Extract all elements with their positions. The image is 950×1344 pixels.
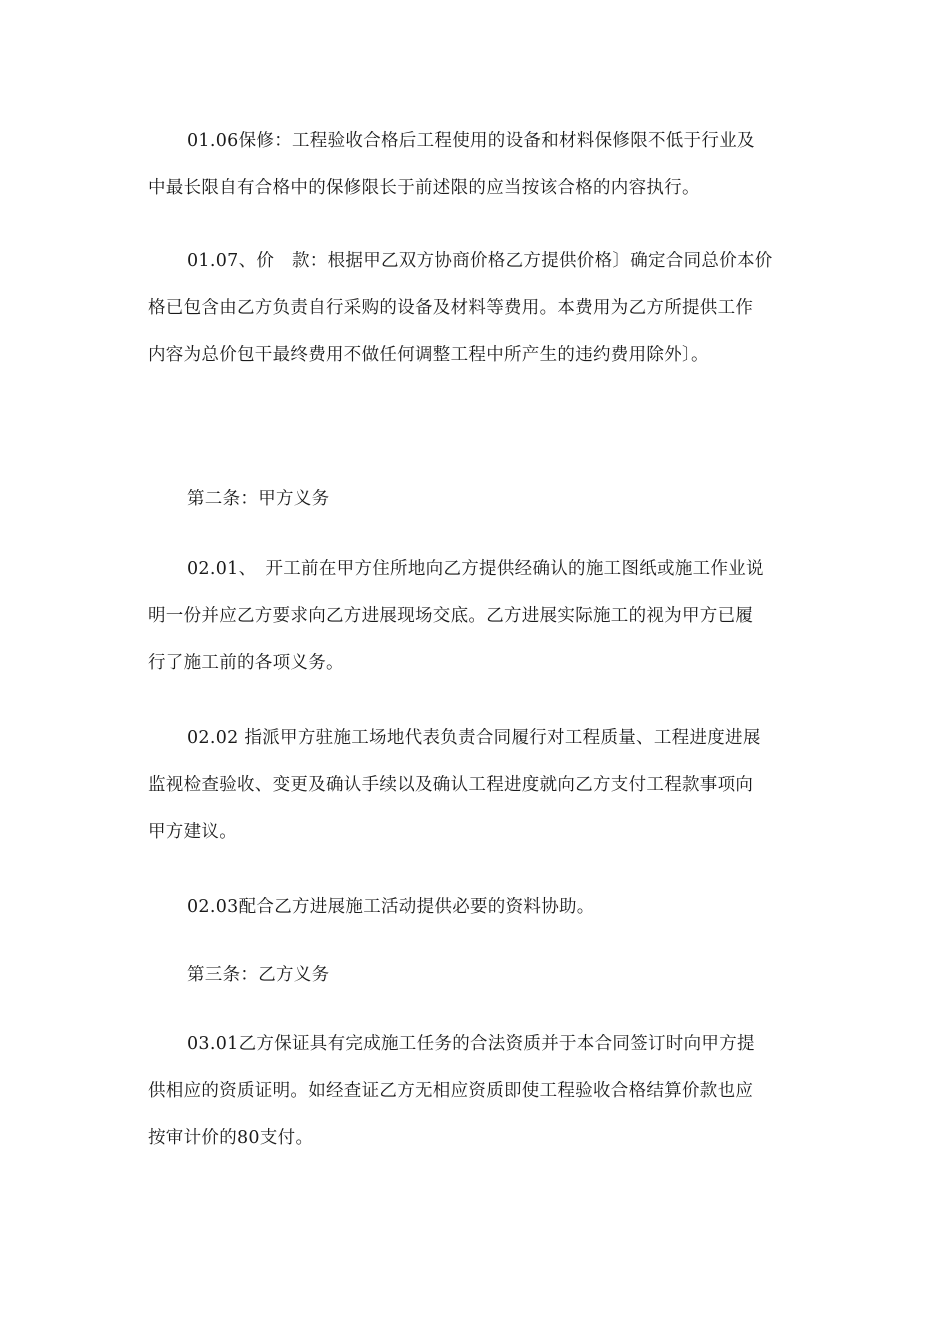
text-line: 03.01乙方保证具有完成施工任务的合法资质并于本合同签订时向甲方提: [187, 1034, 755, 1054]
clause-01-07: [148, 238, 808, 379]
clause-02-01: [148, 546, 808, 687]
text-line: 供相应的资质证明。如经查证乙方无相应资质即使工程验收合格结算价款也应: [148, 1081, 754, 1101]
article-2-heading: 第二条：甲方义务: [187, 489, 330, 509]
text-line: 行了施工前的各项义务。: [148, 653, 344, 673]
text-line: 内容为总价包干最终费用不做任何调整工程中所产生的违约费用除外〕。: [148, 345, 709, 365]
text-line: 01.07、价 款：根据甲乙双方协商价格乙方提供价格〕确定合同总价本价: [187, 251, 773, 271]
text-line: 02.02 指派甲方驻施工场地代表负责合同履行对工程质量、工程进度进展: [187, 728, 761, 748]
clause-03-01: [148, 1021, 808, 1162]
text-line: 甲方建议。: [148, 822, 237, 842]
text-line: 02.01、 开工前在甲方住所地向乙方提供经确认的施工图纸或施工作业说: [187, 559, 764, 579]
clause-01-06: [148, 118, 808, 212]
text-line: 01.06保修：工程验收合格后工程使用的设备和材料保修限不低于行业及: [187, 131, 755, 151]
text-line: 明一份并应乙方要求向乙方进展现场交底。乙方进展实际施工的视为甲方已履: [148, 606, 754, 626]
text-line: 按审计价的80支付。: [148, 1128, 314, 1148]
clause-02-02: [148, 715, 808, 856]
text-line: 02.03配合乙方进展施工活动提供必要的资料协助。: [187, 897, 595, 917]
article-3-heading: 第三条：乙方义务: [187, 965, 330, 985]
text-line: 格已包含由乙方负责自行采购的设备及材料等费用。本费用为乙方所提供工作: [148, 298, 754, 318]
text-line: 监视检查验收、变更及确认手续以及确认工程进度就向乙方支付工程款事项向: [148, 775, 754, 795]
text-line: 中最长限自有合格中的保修限长于前述限的应当按该合格的内容执行。: [148, 178, 700, 198]
clause-02-03: [148, 884, 808, 931]
